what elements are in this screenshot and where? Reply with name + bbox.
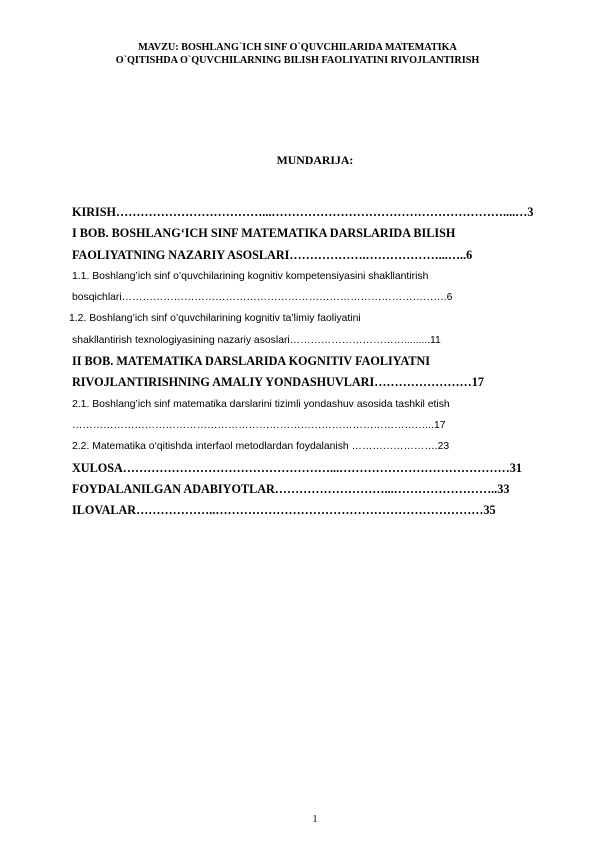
toc-entry-chapter-1-title-cont: FAOLIYATNING NAZARIY ASOSLARI……………….………………...…..6 <box>72 247 473 262</box>
page-number: 1 <box>312 814 318 825</box>
toc-entry-section-2-1: 2.1. Boshlang’ich sinf matematika darslarini tizimli yondashuv asosida tashkil etish <box>72 398 450 410</box>
document-header <box>0 42 595 67</box>
toc-entry-ilovalar: ILOVALAR………………..…………………………………………………………35 <box>72 503 496 518</box>
header-title-line-2: O`QITISHDA O`QUVCHILARNING BILISH FAOLIYATINI RIVOJLANTIRISH <box>115 54 480 66</box>
toc-entry-section-1-2-cont: shakllantirish texnologiyasining nazariy asoslari…………………………….........11 <box>72 334 441 346</box>
toc-entry-section-1-1-cont: bosqichlari………………………………………………………………………………….6 <box>72 292 453 304</box>
toc-entry-xulosa: XULOSA……………………………………………...……………………………………31 <box>72 460 522 475</box>
toc-entry-section-1-2: 1.2. Boshlang’ich sinf o’quvchilarining kognitiv ta’limiy faoliyatini <box>69 313 361 325</box>
toc-entry-chapter-2-title: II BOB. MATEMATIKA DARSLARIDA KOGNITIV FAOLIYATNI <box>72 354 431 369</box>
toc-entry-kirish: KIRISH………………………………...…………………………………………………....…3 <box>72 205 534 219</box>
toc-entry-adabiyotlar: FOYDALANILGAN ADABIYOTLAR………………………...……………………..33 <box>72 481 510 496</box>
toc-entry-section-1-1: 1.1. Boshlang’ich sinf o’quvchilarining kognitiv kompetensiyasini shakllantirish <box>72 270 429 282</box>
toc-entry-section-2-1-cont: …………………………………………………………………………………………...17 <box>72 419 446 431</box>
table-of-contents <box>69 202 550 521</box>
toc-entry-section-2-2: 2.2. Matematika o‘qitishda interfaol metodlardan foydalanish …………………….23 <box>72 441 450 453</box>
header-title-line-1: MAVZU: BOSHLANG`ICH SINF O`QUVCHILARIDA MATEMATIKA <box>138 42 457 53</box>
toc-entry-chapter-1-title: I BOB. BOSHLANG‘ICH SINF MATEMATIKA DARSLARIDA BILISH <box>72 226 456 241</box>
toc-entry-chapter-2-title-cont: RIVOJLANTIRISHNING AMALIY YONDASHUVLARI……………………17 <box>72 375 484 390</box>
toc-title: MUNDARIJA: <box>276 153 354 167</box>
